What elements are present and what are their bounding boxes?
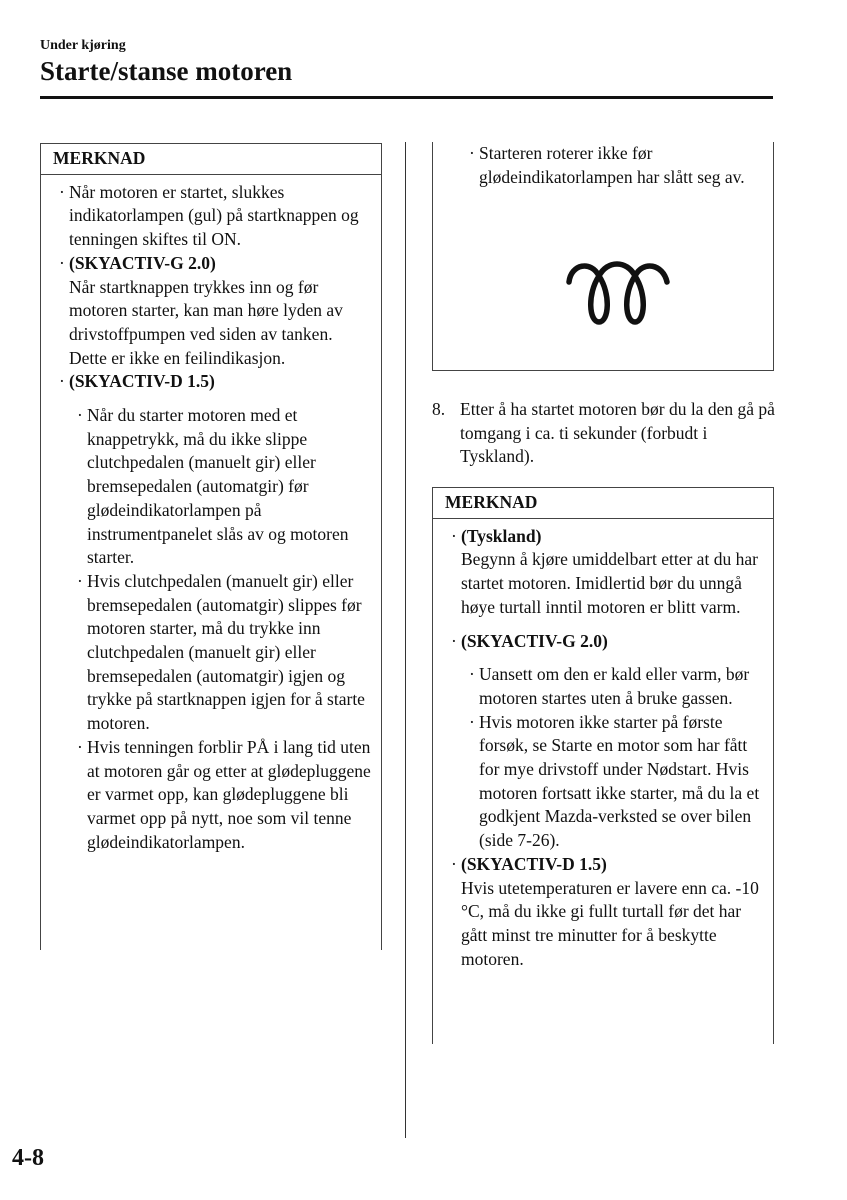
item-label: (SKYACTIV-G 2.0) — [461, 630, 608, 651]
page-title: Starte/stanse motoren — [40, 56, 293, 86]
left-note-box — [40, 143, 382, 950]
note-heading: MERKNAD — [41, 144, 381, 175]
step-8: 8. Etter å ha startet motoren bør du la den gå på tomgang i ca. ti sekunder (forbudt i Tyskland). — [432, 399, 775, 467]
section-header: Under kjøring — [40, 38, 126, 53]
page-number: 4-8 — [12, 1145, 44, 1171]
item-label: (Tyskland) — [461, 525, 542, 546]
sub-list-item: · Hvis clutchpedalen (manuelt gir) eller bremsepedalen (automatgir) slippes før motoren starter, må du trykke inn clutchpedalen (manuelt gir) eller bremsepedalen (automatgir) igjen og trykke på startknappen igjen for å starte motoren. — [77, 570, 365, 734]
sub-list-item: · Når du starter motoren med et knappetrykk, må du ikke slippe clutchpedalen (manuelt gir) eller bremsepedalen (automatgir) før glødeindikatorlampen på instrumentpanelet slås av og motoren starter. — [77, 405, 349, 568]
list-item: · (SKYACTIV-D 1.5) — [59, 371, 215, 392]
list-item: · Når motoren er startet, slukkes indikatorlampen (gul) på startknappen og tenningen skiftes til ON. — [59, 181, 359, 250]
glow-plug-indicator-icon — [563, 254, 673, 328]
sub-list-item: · Uansett om den er kald eller varm, bør motoren startes uten å bruke gassen. — [469, 664, 750, 708]
sub-list-item: · Hvis motoren ikke starter på første forsøk, se Starte en motor som har fått for mye drivstoff under Nødstart. Hvis motoren fortsatt ikke starter, må du la et godkjent Mazda-verksted se over bilen (side 7-26). — [469, 711, 760, 851]
column-divider — [405, 142, 406, 1138]
list-item: · (SKYACTIV-D 1.5) Hvis utetemperaturen er lavere enn ca. -10 °C, må du ikke gi fullt turtall før det har gått minst tre minutter for å beskytte motoren. — [451, 853, 759, 969]
right-note-box — [432, 487, 774, 1044]
sub-list-item: · Hvis tenningen forblir PÅ i lang tid uten at motoren går og etter at glødepluggene er varmet opp, kan glødepluggene bli varmet opp på nytt, noe som vil tenne glødeindikatorlampen. — [77, 736, 371, 852]
item-label: (SKYACTIV-D 1.5) — [69, 371, 215, 392]
sub-list-item: · Starteren roterer ikke før glødeindikatorlampen har slått seg av. — [469, 143, 745, 187]
list-item: · (SKYACTIV-G 2.0) — [451, 630, 608, 651]
continued-note-box — [432, 142, 774, 371]
list-item: · (SKYACTIV-G 2.0) Når startknappen trykkes inn og før motoren starter, kan man høre lyden av drivstoffpumpen ved siden av tanken. Dette er ikke en feilindikasjon. — [59, 252, 343, 368]
item-label: (SKYACTIV-G 2.0) — [69, 252, 216, 273]
title-rule — [40, 96, 773, 99]
item-label: (SKYACTIV-D 1.5) — [461, 853, 607, 874]
note-heading: MERKNAD — [433, 488, 773, 519]
list-item: · (Tyskland) Begynn å kjøre umiddelbart etter at du har startet motoren. Imidlertid bør du unngå høye turtall inntil motoren er blitt varm. — [451, 525, 758, 617]
